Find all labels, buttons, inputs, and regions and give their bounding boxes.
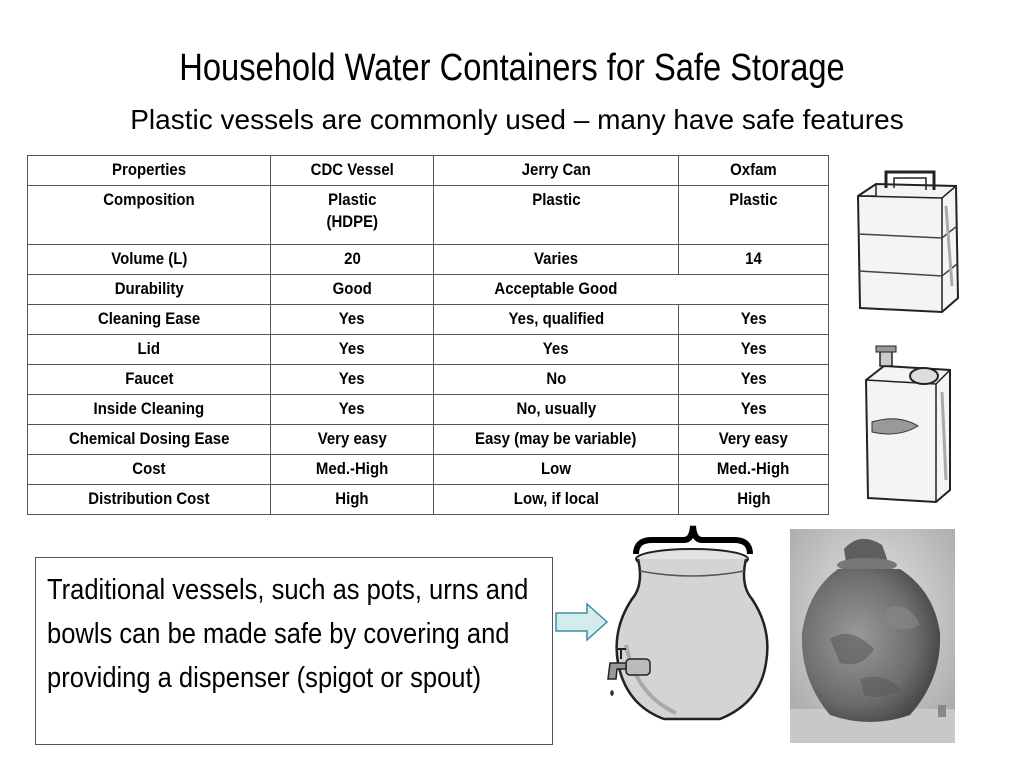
table-cell: Yes: [434, 335, 679, 365]
header-jerry-can: Jerry Can: [434, 156, 679, 186]
slide-subtitle: Plastic vessels are commonly used – many have safe features: [130, 104, 904, 135]
table-cell: Yes: [679, 395, 829, 425]
table-cell: Inside Cleaning: [28, 395, 271, 425]
table-row: [28, 365, 829, 395]
table-cell: Acceptable Good: [434, 275, 679, 305]
table-row: [28, 186, 829, 245]
traditional-vessels-note: [35, 557, 553, 745]
table-cell: Volume (L): [28, 245, 271, 275]
table-cell: Varies: [434, 245, 679, 275]
table-cell: Faucet: [28, 365, 271, 395]
table-cell: [679, 275, 829, 305]
table-cell: Yes: [271, 365, 434, 395]
header-cdc-vessel: CDC Vessel: [271, 156, 434, 186]
table-cell: Med.-High: [271, 455, 434, 485]
table-cell: Low: [434, 455, 679, 485]
table-cell: Composition: [28, 186, 271, 245]
traditional-vessel-photo: [790, 529, 955, 743]
table-cell: Yes: [679, 305, 829, 335]
table-cell: High: [679, 485, 829, 515]
header-oxfam: Oxfam: [679, 156, 829, 186]
table-cell: 14: [679, 245, 829, 275]
table-cell: Good: [271, 275, 434, 305]
table-cell: Plastic (HDPE): [271, 186, 434, 245]
jerry-can-illustration: [858, 340, 958, 506]
table-cell: Durability: [28, 275, 271, 305]
table-cell: No, usually: [434, 395, 679, 425]
table-row: [28, 305, 829, 335]
table-cell: Distribution Cost: [28, 485, 271, 515]
table-cell: Very easy: [271, 425, 434, 455]
table-cell: Easy (may be variable): [434, 425, 679, 455]
table-row: [28, 455, 829, 485]
table-cell: Yes: [679, 365, 829, 395]
table-row: [28, 245, 829, 275]
table-cell: Cleaning Ease: [28, 305, 271, 335]
table-cell: Yes: [271, 395, 434, 425]
table-cell: Yes: [679, 335, 829, 365]
table-cell: Very easy: [679, 425, 829, 455]
table-cell: Med.-High: [679, 455, 829, 485]
table-cell: Lid: [28, 335, 271, 365]
table-cell: Yes: [271, 305, 434, 335]
table-cell: Low, if local: [434, 485, 679, 515]
table-row: [28, 395, 829, 425]
slide-title: Household Water Containers for Safe Storage: [179, 47, 845, 89]
table-row: [28, 335, 829, 365]
table-row: [28, 275, 829, 305]
table-header-row: [28, 156, 829, 186]
table-row: [28, 485, 829, 515]
table-cell: No: [434, 365, 679, 395]
table-cell: Yes, qualified: [434, 305, 679, 335]
properties-table: [27, 155, 829, 515]
table-cell: Yes: [271, 335, 434, 365]
table-cell: 20: [271, 245, 434, 275]
table-cell: High: [271, 485, 434, 515]
header-properties: Properties: [28, 156, 271, 186]
table-row: [28, 425, 829, 455]
cdc-vessel-illustration: [846, 166, 970, 318]
table-cell: Plastic: [434, 186, 679, 245]
table-cell: Chemical Dosing Ease: [28, 425, 271, 455]
table-cell: Cost: [28, 455, 271, 485]
pot-with-faucet-illustration: [596, 545, 776, 725]
note-text: Traditional vessels, such as pots, urns and bowls can be made safe by covering and providing a dispenser (spigot or spout): [47, 574, 529, 694]
table-cell: Plastic: [679, 186, 829, 245]
